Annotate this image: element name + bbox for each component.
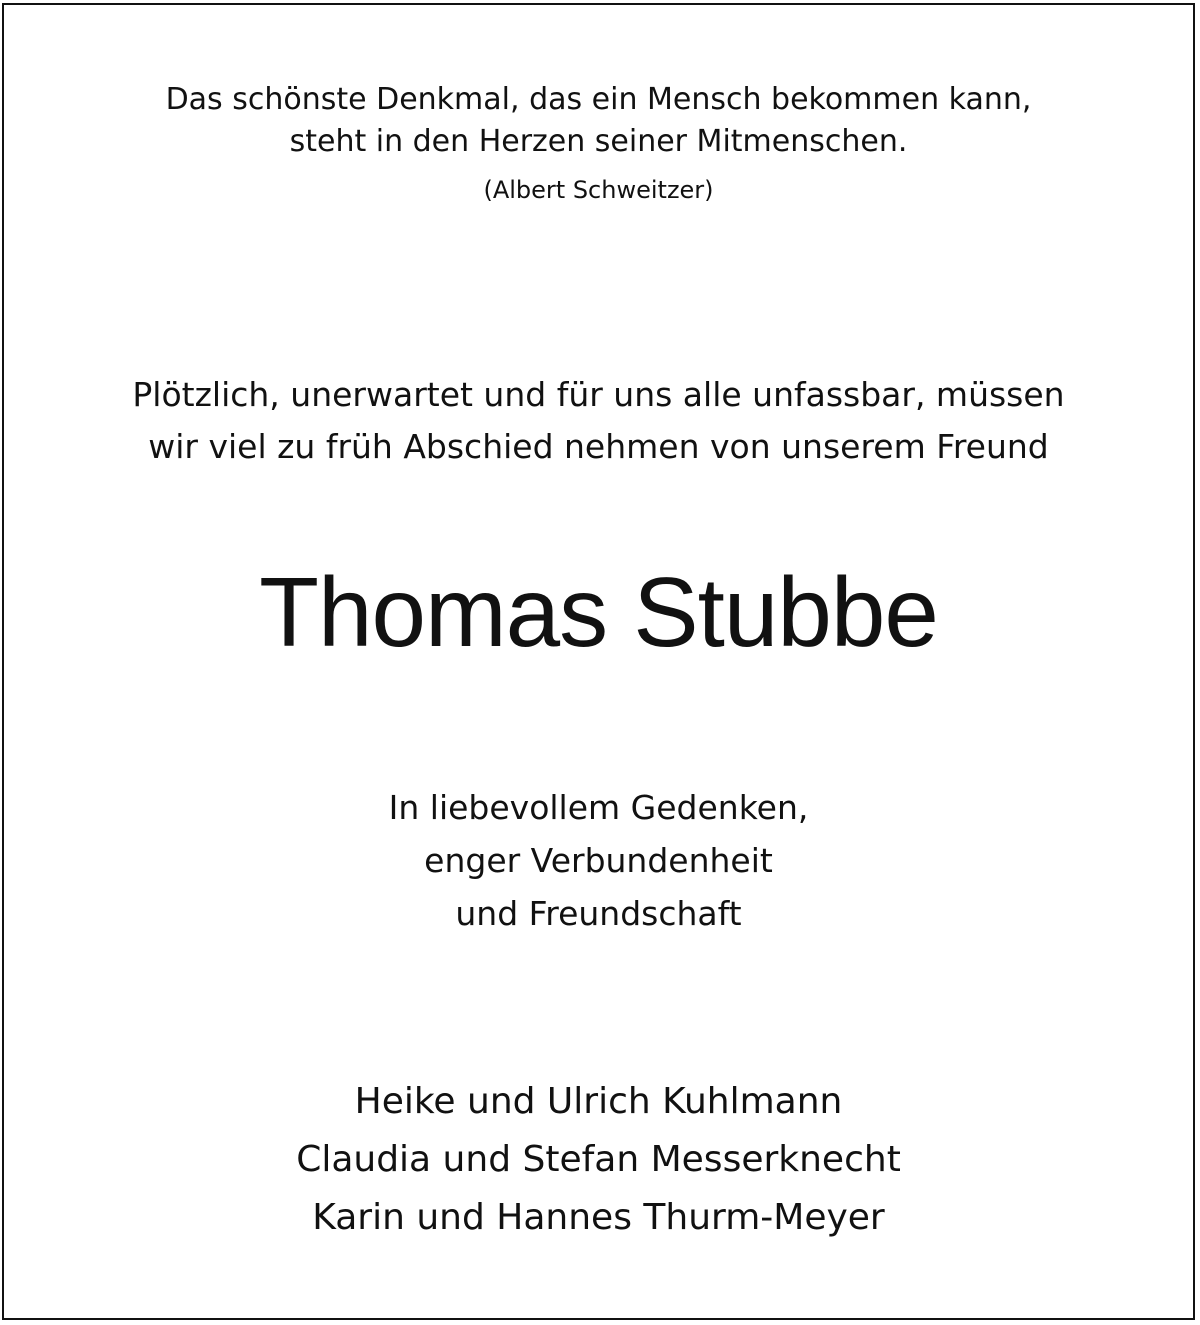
mourner-1: Heike und Ulrich Kuhlmann [354,1081,843,1122]
quote-author: (Albert Schweitzer) [483,176,714,204]
quote-line-1: Das schönste Denkmal, das ein Mensch bekommen kann, [165,82,1032,117]
remembrance-line-3: und Freundschaft [455,894,742,933]
deceased-name: Thomas Stubbe [259,557,938,667]
remembrance-line-2: enger Verbundenheit [424,841,773,880]
announcement-line-2: wir viel zu früh Abschied nehmen von unserem Freund [148,427,1049,466]
announcement-line-1: Plötzlich, unerwartet und für uns alle unfassbar, müssen [132,375,1065,414]
obituary-notice [2,3,1195,1320]
mourner-3: Karin und Hannes Thurm-Meyer [312,1197,885,1238]
remembrance-line-1: In liebevollem Gedenken, [388,788,809,827]
mourner-2: Claudia und Stefan Messerknecht [296,1139,901,1180]
quote-line-2: steht in den Herzen seiner Mitmenschen. [289,124,908,159]
